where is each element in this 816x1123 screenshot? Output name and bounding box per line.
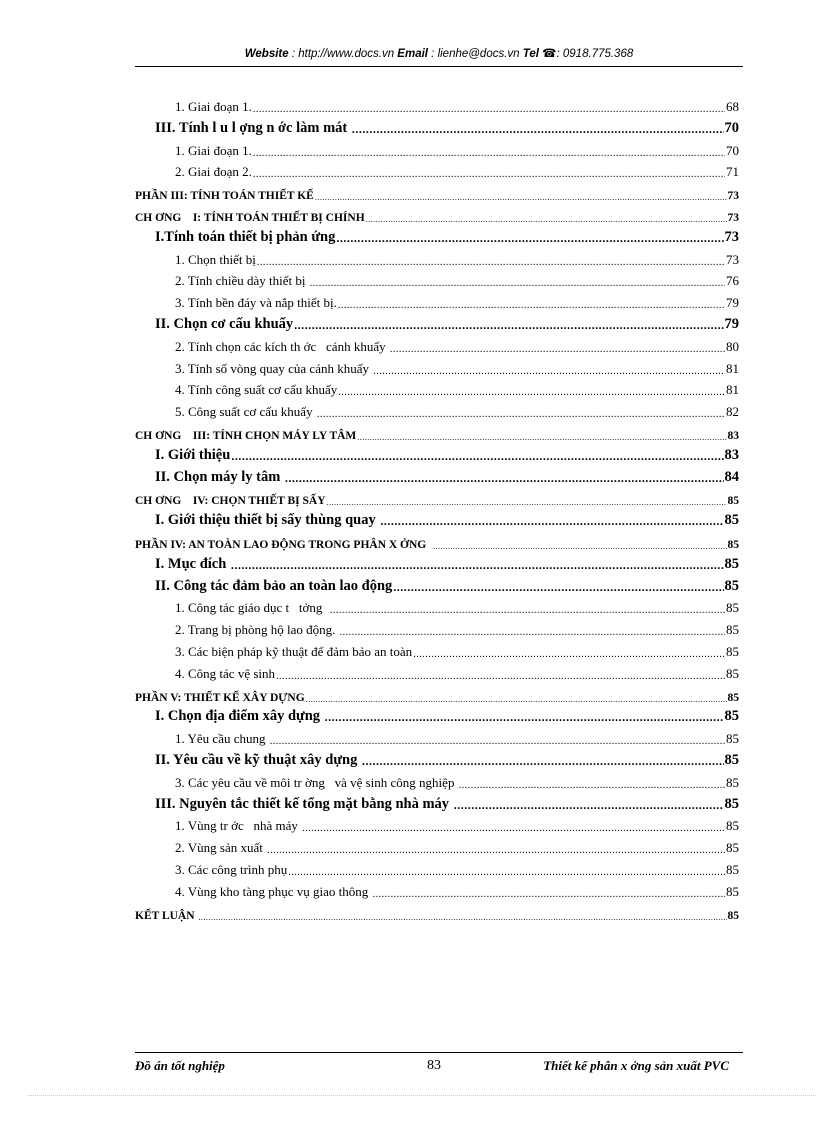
toc-entry-page: 85 (724, 752, 739, 768)
toc-entry-page: 85 (726, 600, 739, 616)
tel-label: Tel (522, 48, 539, 60)
toc-leader-dots (393, 580, 723, 595)
toc-entry-page: 73 (724, 228, 739, 245)
toc-entry-title: 2. Trang bị phòng hộ lao động. (175, 622, 339, 638)
toc-entry-page: 70 (724, 119, 739, 136)
toc-entry (135, 508, 739, 529)
toc-leader-dots (253, 104, 725, 115)
toc-entry-title: 1. Giai đoạn 1. (175, 142, 252, 158)
toc-leader-dots (352, 122, 724, 137)
toc-entry-title: I. Mục đích (155, 555, 230, 572)
toc-entry-title: CH ƠNG III: TÍNH CHỌN MÁY LY TÂM (135, 430, 357, 442)
website-value: : http://www.docs.vn (288, 48, 398, 60)
toc-entry (135, 334, 739, 355)
toc-leader-dots (198, 913, 726, 922)
toc-entry-title: PHẦN III: TÍNH TOÁN THIẾT KẾ (135, 190, 314, 203)
footer-page-number: 83 (427, 1058, 441, 1073)
toc-leader-dots (390, 344, 725, 355)
toc-entry-page: 85 (724, 577, 739, 594)
toc-leader-dots (294, 318, 723, 333)
toc-entry (135, 901, 739, 922)
toc-entry (135, 225, 739, 246)
toc-entry (135, 138, 739, 159)
toc-entry-page: 85 (726, 840, 739, 856)
toc-leader-dots (380, 514, 723, 529)
toc-entry (135, 639, 739, 660)
toc-leader-dots (257, 257, 725, 268)
toc-entry (135, 726, 739, 747)
phone-icon: ☎ (542, 48, 557, 60)
toc-entry-title: CH ƠNG I: TÍNH TOÁN THIẾT BỊ CHÍNH (135, 212, 365, 224)
toc-leader-dots (373, 889, 725, 900)
toc-entry-title: I. Giới thiệu thiết bị sấy thùng quay (155, 512, 380, 529)
toc-entry-page: 81 (726, 360, 739, 376)
toc-leader-dots (276, 671, 725, 682)
toc-entry-page: 85 (726, 665, 739, 681)
toc-entry (135, 857, 739, 878)
toc-leader-dots (325, 710, 724, 725)
toc-entry-page: 73 (727, 190, 739, 203)
toc-entry (135, 268, 739, 289)
toc-entry-page: 85 (726, 622, 739, 638)
toc-entry-page: 85 (724, 512, 739, 529)
toc-entry-page: 85 (726, 774, 739, 790)
toc-entry-page: 71 (726, 164, 739, 180)
toc-leader-dots (253, 169, 725, 180)
toc-entry-page: 85 (726, 644, 739, 659)
page-header (135, 46, 743, 60)
toc-entry-page: 83 (724, 446, 739, 463)
toc-entry-title: 4. Vùng kho tàng phục vụ giao thông (175, 883, 372, 899)
toc-entry-page: 85 (726, 862, 739, 877)
toc-entry-title: III. Nguyên tắc thiết kế tổng mặt bằng nhà máy (155, 795, 453, 812)
toc-entry-page: 85 (726, 731, 739, 747)
toc-entry-page: 73 (726, 251, 739, 267)
toc-entry-page: 85 (726, 883, 739, 899)
header-rule (135, 66, 743, 67)
toc-leader-dots (317, 409, 725, 420)
toc-entry (135, 94, 739, 115)
toc-entry-page: 80 (726, 338, 739, 354)
toc-entry (135, 617, 739, 638)
toc-entry (135, 486, 739, 507)
toc-entry-page: 85 (724, 795, 739, 812)
toc-entry-title: 5. Công suất cơ cấu khuấy (175, 404, 316, 420)
toc-entry-page: 85 (726, 818, 739, 834)
toc-entry-title: 4. Công tác vệ sinh (175, 665, 276, 681)
toc-leader-dots (362, 754, 724, 769)
page-bottom-border (28, 1095, 816, 1096)
toc-leader-dots (340, 627, 725, 638)
toc-entry-page: 85 (727, 495, 739, 508)
toc-leader-dots (231, 449, 723, 464)
toc-entry (135, 203, 739, 224)
toc-entry-title: 2. Tính chiều dày thiết bị (175, 273, 309, 289)
toc-entry-title: 3. Các công trình phụ (175, 862, 288, 877)
toc-entry-page: 70 (726, 142, 739, 158)
footer-rule (135, 1052, 743, 1053)
toc-entry (135, 683, 739, 704)
tel-value: : 0918.775.368 (556, 48, 634, 60)
toc-entry (135, 290, 739, 311)
toc-entry-title: CH ƠNG IV: CHỌN THIẾT BỊ SẤY (135, 495, 326, 508)
toc-entry-title: 3. Các yêu cầu về môi tr ờng và vệ sinh công nghiệp (175, 774, 458, 790)
toc-entry-page: 76 (726, 273, 739, 289)
toc-entry-page: 85 (727, 909, 739, 922)
toc-entry-title: 3. Tính số vòng quay của cánh khuấy (175, 360, 373, 376)
toc-leader-dots (310, 278, 725, 289)
toc-leader-dots (315, 193, 727, 202)
toc-entry-title: II. Chọn máy ly tâm (155, 468, 284, 485)
toc-entry (135, 770, 739, 791)
toc-entry (135, 312, 739, 333)
toc-entry-title: II. Yêu cầu về kỹ thuật xây dựng (155, 752, 361, 768)
toc-leader-dots (253, 148, 725, 159)
toc-entry-title: II. Chọn cơ cấu khuấy (155, 316, 294, 332)
toc-entry (135, 704, 739, 725)
toc-entry-page: 82 (726, 404, 739, 420)
toc-entry (135, 443, 739, 464)
toc-entry-title: 2. Giai đoạn 2. (175, 164, 252, 180)
email-label: Email (397, 48, 428, 60)
toc-entry-page: 85 (727, 691, 739, 704)
toc-leader-dots (231, 558, 724, 573)
toc-leader-dots (366, 215, 727, 224)
toc-entry-title: 4. Tính công suất cơ cấu khuấy (175, 382, 338, 398)
toc-leader-dots (338, 300, 725, 311)
toc-entry-title: 3. Các biện pháp kỹ thuật để đảm bảo an toàn (175, 644, 413, 659)
toc-entry-title: PHẦN IV: AN TOÀN LAO ĐỘNG TRONG PHÂN X ỞNG (135, 539, 433, 551)
toc-leader-dots (459, 780, 725, 791)
toc-entry-title: I. Giới thiệu (155, 446, 231, 463)
toc-leader-dots (327, 498, 727, 507)
toc-leader-dots (413, 649, 725, 660)
toc-entry-title: 2. Vùng sản xuất (175, 840, 267, 856)
toc-leader-dots (330, 605, 725, 616)
toc-entry (135, 399, 739, 420)
toc-leader-dots (285, 471, 724, 486)
toc-entry (135, 879, 739, 900)
toc-leader-dots (302, 823, 725, 834)
page-footer (135, 1058, 743, 1078)
toc-entry (135, 377, 739, 398)
toc-entry (135, 748, 739, 769)
toc-leader-dots (373, 366, 725, 377)
toc-entry-title: II. Công tác đảm bảo an toàn lao động (155, 577, 393, 594)
toc-leader-dots (306, 695, 727, 704)
toc-leader-dots (357, 433, 726, 442)
toc-entry-page: 85 (727, 539, 739, 551)
toc-leader-dots (270, 736, 725, 747)
toc-entry-page: 79 (724, 316, 739, 332)
toc-entry (135, 465, 739, 486)
toc-entry-page: 68 (726, 99, 739, 114)
toc-entry-title: 1. Vùng tr ớc nhà máy (175, 818, 302, 834)
toc-entry (135, 356, 739, 377)
toc-entry-page: 85 (724, 555, 739, 572)
toc-entry (135, 552, 739, 573)
toc-entry (135, 661, 739, 682)
toc-entry (135, 792, 739, 813)
toc-entry (135, 181, 739, 202)
toc-entry-title: KẾT LUẬN (135, 909, 198, 922)
toc-entry-page: 79 (726, 295, 739, 311)
toc-entry-page: 81 (726, 382, 739, 398)
toc-leader-dots (454, 798, 724, 813)
toc-entry-page: 84 (724, 468, 739, 485)
toc-entry-page: 83 (727, 430, 739, 442)
toc-entry-title: 2. Tính chọn các kích th ớc cánh khuấy (175, 338, 389, 354)
toc-leader-dots (338, 387, 725, 398)
toc-entry-title: 1. Yêu cầu chung (175, 731, 269, 747)
toc-leader-dots (267, 845, 725, 856)
toc-entry-title: 1. Công tác giáo dục t tởng (175, 600, 329, 616)
toc-leader-dots (336, 231, 723, 246)
toc-entry (135, 247, 739, 268)
toc-entry-page: 73 (727, 212, 739, 224)
toc-entry (135, 595, 739, 616)
toc-entry-title: III. Tính l u l ợng n ớc làm mát (155, 119, 351, 136)
toc-entry (135, 421, 739, 442)
toc-entry (135, 813, 739, 834)
toc-leader-dots (288, 867, 725, 878)
toc-leader-dots (433, 542, 726, 551)
toc-entry-title: I.Tính toán thiết bị phản ứng (155, 228, 336, 245)
website-label: Website (244, 48, 289, 60)
footer-subtitle: Thiết kế phân x ởng sản xuất PVC (543, 1058, 729, 1073)
toc-entry-page: 85 (724, 708, 739, 725)
toc-entry-title: 1. Chọn thiết bị (175, 251, 256, 267)
toc-entry-title: PHẦN V: THIẾT KẾ XÂY DỰNG (135, 691, 305, 704)
toc-entry (135, 159, 739, 180)
toc-entry (135, 530, 739, 551)
toc-entry-title: 3. Tính bền đáy và nắp thiết bị. (175, 295, 337, 311)
toc-entry-title: 1. Giai đoạn 1. (175, 99, 252, 114)
toc-entry-title: I. Chọn địa điểm xây dựng (155, 708, 324, 725)
footer-title: Đồ án tốt nghiệp (135, 1058, 225, 1073)
toc-entry (135, 835, 739, 856)
toc-entry (135, 116, 739, 137)
toc-entry (135, 574, 739, 595)
email-value: : lienhe@docs.vn (427, 48, 523, 60)
